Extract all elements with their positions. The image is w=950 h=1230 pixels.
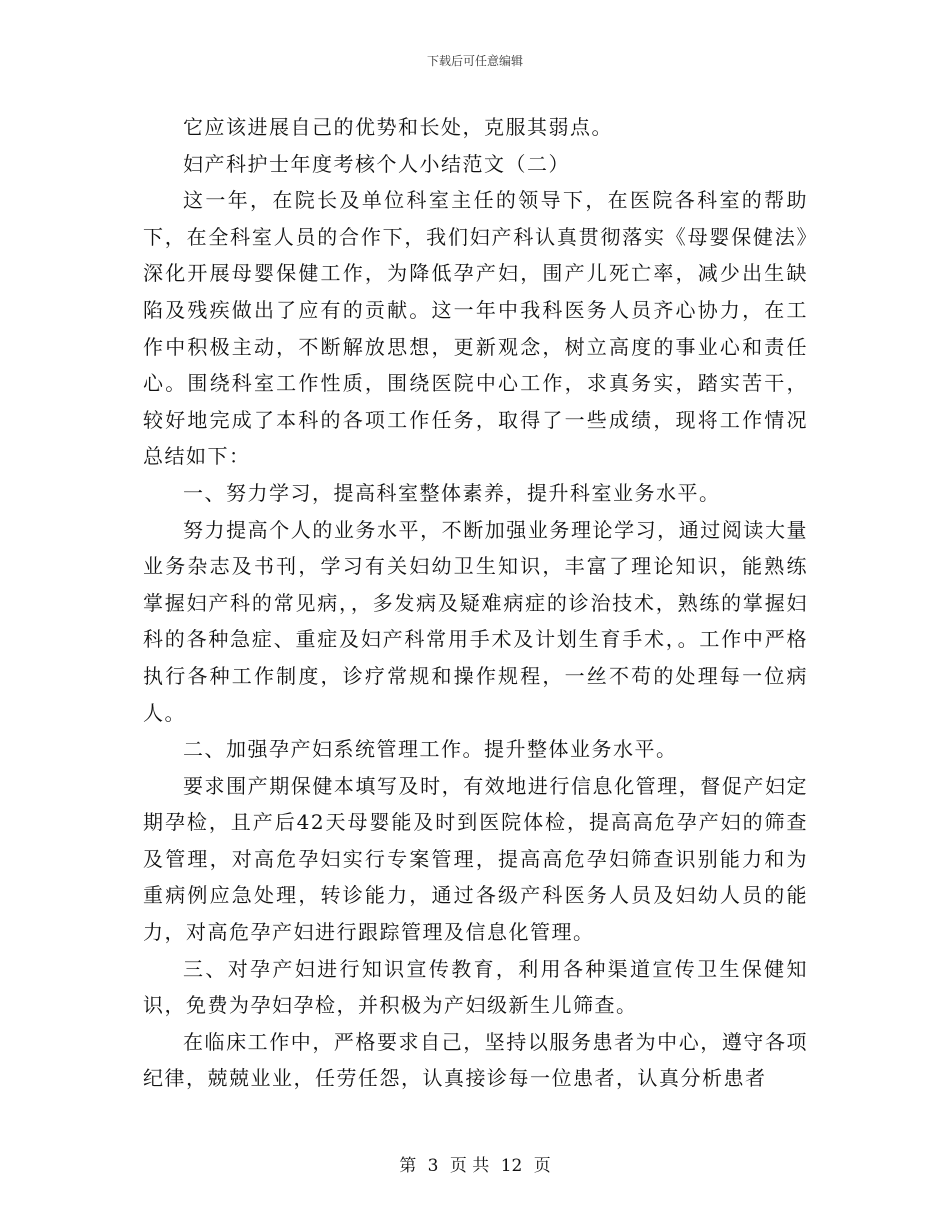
- footer-page-number: 3: [427, 1156, 439, 1176]
- paragraph-clinical: 在临床工作中，严格要求自己，坚持以服务患者为中心，遵守各项纪律，兢兢业业，任劳任怨，认真接诊每一位患者，认真分析患者: [143, 1029, 808, 1091]
- heading-one: 一、努力学习，提高科室整体素养，提升科室业务水平。: [183, 480, 721, 505]
- paragraph-intro: 这一年，在院长及单位科室主任的领导下，在医院各科室的帮助下，在全科室人员的合作下，我们妇产科认真贯彻落实《母婴保健法》深化开展母婴保健工作，为降低孕产妇，围产儿死亡率，减少出生缺陷及残疾做出了应有的贡献。这一年中我科医务人员齐心协力，在工作中积极主动，不断解放思想，更新观念，树立高度的事业心和责任心。围绕科室工作性质，围绕医院中心工作，求真务实，踏实苦干，较好地完成了本科的各项工作任务，取得了一些成绩，现将工作情况总结如下：: [143, 188, 808, 469]
- document-body: [143, 109, 808, 1097]
- footer-prefix: 第: [399, 1156, 417, 1176]
- heading-three: 三、对孕产妇进行知识宣传教育，利用各种渠道宣传卫生保健知识，免费为孕妇孕检，并积极为产妇级新生儿筛查。: [143, 956, 808, 1018]
- paragraph-1: 它应该进展自己的优势和长处，克服其弱点。: [183, 115, 613, 139]
- footer-total-pages: 12: [500, 1156, 523, 1176]
- paragraph-management: 要求围产期保健本填写及时，有效地进行信息化管理，督促产妇定期孕检，且产后42天母婴能及时到医院体检，提高高危孕产妇的筛查及管理，对高危孕妇实行专案管理，提高高危孕妇筛查识别能力和为重病例应急处理，转诊能力，通过各级产科医务人员及妇幼人员的能力，对高危孕产妇进行跟踪管理及信息化管理。: [143, 773, 808, 945]
- footer-suffix: 页: [533, 1156, 551, 1176]
- paragraph-study: 努力提高个人的业务水平，不断加强业务理论学习，通过阅读大量业务杂志及书刊，学习有关妇幼卫生知识，丰富了理论知识，能熟练掌握妇产科的常见病，，多发病及疑难病症的诊治技术，熟练的掌握妇科的各种急症、重症及妇产科常用手术及计划生育手术，。工作中严格执行各种工作制度，诊疗常规和操作规程，一丝不苟的处理每一位病人。: [143, 517, 808, 725]
- page-footer: [0, 1155, 950, 1177]
- heading-two: 二、加强孕产妇系统管理工作。提升整体业务水平。: [183, 737, 678, 762]
- page-header: 下载后可任意编辑: [426, 54, 523, 68]
- footer-middle: 页 共: [449, 1156, 490, 1176]
- section-title: 妇产科护士年度考核个人小结范文（二）: [183, 151, 570, 176]
